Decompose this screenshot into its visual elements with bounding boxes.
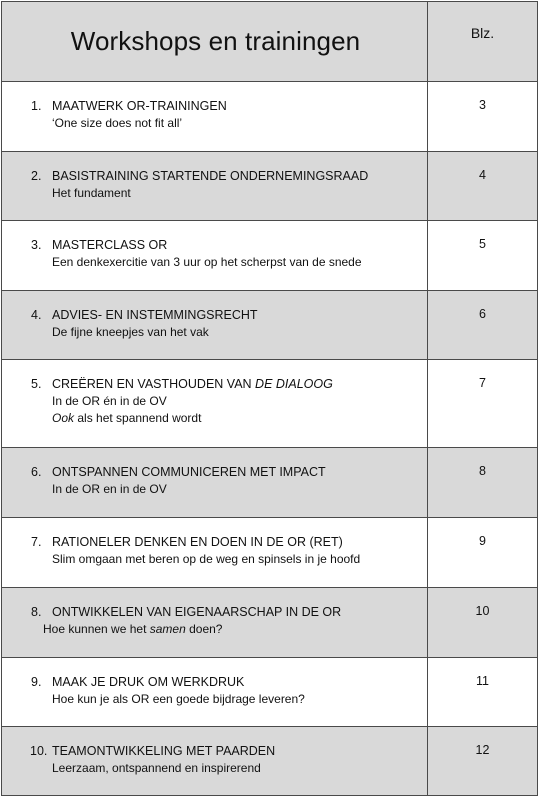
item-subtitle: Het fundament [52,186,131,200]
item-number: 5. [31,377,42,391]
item-number: 4. [31,308,42,322]
item-subtitle-emphasis: samen [149,622,186,636]
item-page-number: 8 [428,448,538,518]
item-subtitle: De fijne kneepjes van het vak [52,325,209,339]
item-number: 2. [31,169,42,183]
item-title: MASTERCLASS OR [52,238,168,252]
item-title: TEAMONTWIKKELING MET PAARDEN [52,744,276,758]
item-number: 1. [31,99,42,113]
toc-entry [2,291,428,360]
item-number: 10. [30,744,48,758]
item-subtitle [2,621,427,638]
toc-row [2,152,538,221]
item-subtitle: Slim omgaan met beren op de weg en spinsels in je hoofd [52,552,361,566]
item-title: MAAK JE DRUK OM WERKDRUK [52,675,245,689]
toc-entry [2,588,428,658]
toc-row [2,82,538,152]
toc-table [1,1,538,796]
toc-row [2,588,538,658]
item-page-number: 4 [428,152,538,221]
toc-row [2,360,538,448]
toc-header-row [2,2,538,82]
toc-entry [2,658,428,727]
toc-row [2,658,538,727]
item-page-number: 6 [428,291,538,360]
item-subtitle-second [2,410,427,427]
toc-entry [2,448,428,518]
item-page-number: 11 [428,658,538,727]
toc-entry [2,727,428,796]
item-title: MAATWERK OR-TRAININGEN [52,99,227,113]
item-subtitle-emphasis: Ook [52,411,75,425]
item-subtitle: Hoe kun je als OR een goede bijdrage leveren? [52,692,305,706]
page-column-header: Blz. [428,2,538,82]
item-page-number: 5 [428,221,538,291]
item-number: 6. [31,465,42,479]
item-subtitle-end: doen? [185,622,223,636]
item-title: BASISTRAINING STARTENDE ONDERNEMINGSRAAD [52,169,369,183]
toc-entry [2,82,428,152]
item-subtitle: ‘One size does not fit all’ [52,116,183,130]
toc-entry [2,518,428,588]
toc-entry [2,360,428,448]
item-number: 3. [31,238,42,252]
item-subtitle: Een denkexercitie van 3 uur op het scherpst van de snede [52,255,362,269]
item-subtitle-start: Hoe kunnen we het [43,622,150,636]
item-subtitle-rest: als het spannend wordt [74,411,202,425]
item-title: ADVIES- EN INSTEMMINGSRECHT [52,308,258,322]
item-number: 9. [31,675,42,689]
item-page-number: 9 [428,518,538,588]
item-page-number: 3 [428,82,538,152]
item-page-number: 12 [428,727,538,796]
item-title: ONTWIKKELEN VAN EIGENAARSCHAP IN DE OR [52,605,342,619]
item-title: ONTSPANNEN COMMUNICEREN MET IMPACT [52,465,326,479]
page-title: Workshops en trainingen [2,2,428,82]
toc-row [2,727,538,796]
item-subtitle: In de OR en in de OV [52,482,167,496]
toc-row [2,448,538,518]
toc-row [2,291,538,360]
item-page-number: 7 [428,360,538,448]
toc-row [2,221,538,291]
item-title: CREËREN EN VASTHOUDEN VAN [52,377,256,391]
item-number: 7. [31,535,42,549]
toc-entry [2,221,428,291]
toc-entry [2,152,428,221]
item-title: RATIONELER DENKEN EN DOEN IN DE OR (RET) [52,535,343,549]
item-subtitle: In de OR én in de OV [52,394,167,408]
item-page-number: 10 [428,588,538,658]
item-subtitle: Leerzaam, ontspannend en inspirerend [52,761,261,775]
item-number: 8. [31,605,42,619]
toc-row [2,518,538,588]
item-title-emphasis: DE DIALOOG [255,377,333,391]
